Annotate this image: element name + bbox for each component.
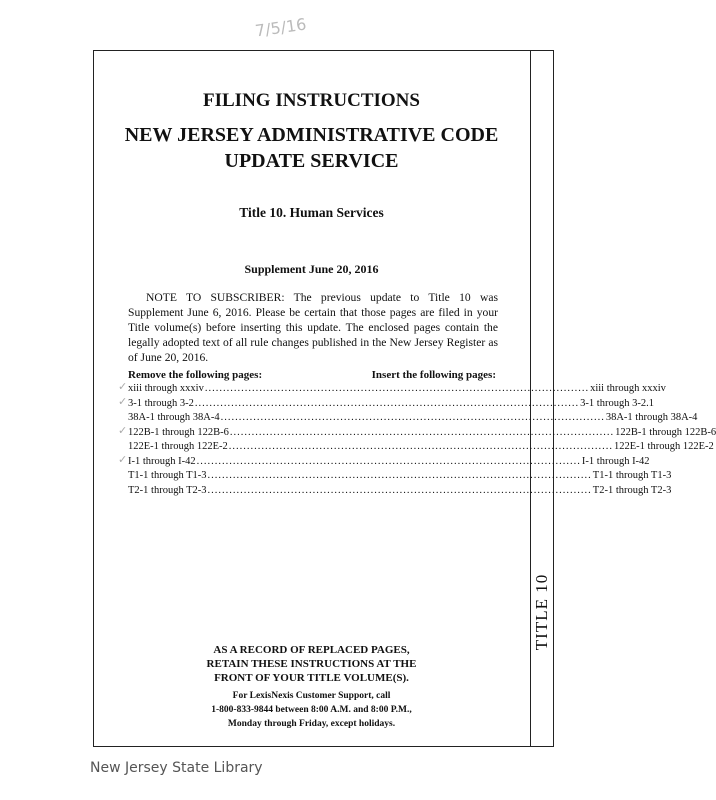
list-item xyxy=(128,426,716,442)
insert-pages: 38A-1 through 38A-4 xyxy=(605,412,698,423)
title-tab-label: TITLE 10 xyxy=(532,573,551,651)
remove-pages: 3-1 through 3-2 xyxy=(128,397,194,409)
remove-pages: 38A-1 through 38A-4 xyxy=(128,412,220,423)
supplement-date: Supplement June 20, 2016 xyxy=(244,262,379,276)
subscriber-note: NOTE TO SUBSCRIBER: The previous update to Title 10 was Supplement June 6, 2016. Please be certain that those pages are filed in your Title volume(s) before inserting this update. The enclosed pages contain the legally adopted text of all rule changes published in the New Jersey Register as of June 20, 2016. xyxy=(128,291,498,364)
record-notice-line-2: RETAIN THESE INSTRUCTIONS AT THE xyxy=(206,658,417,670)
page-list xyxy=(128,383,716,499)
record-notice-line-3: FRONT OF YOUR TITLE VOLUME(S). xyxy=(214,672,409,684)
support-line-1: For LexisNexis Customer Support, call xyxy=(232,691,391,701)
remove-pages: 122E-1 through 122E-2 xyxy=(128,441,228,452)
support-line-3: Monday through Friday, except holidays. xyxy=(227,719,396,729)
remove-pages: T1-1 through T1-3 xyxy=(128,470,207,481)
leader-dots: .......................................................................................................... xyxy=(228,441,613,452)
title-line: Title 10. Human Services xyxy=(239,205,384,220)
list-item xyxy=(128,484,672,500)
list-item xyxy=(128,441,714,456)
leader-dots: .......................................................................................................... xyxy=(207,484,592,496)
handwritten-date-note: 7/5/16 xyxy=(253,14,308,41)
handwritten-check-mark: ✓ xyxy=(118,396,128,408)
leader-dots: .......................................................................................................... xyxy=(229,426,615,438)
insert-pages: I-1 through I-42 xyxy=(581,455,650,467)
list-item xyxy=(128,412,698,427)
handwritten-check-mark: ✓ xyxy=(118,381,128,393)
support-line-2: 1-800-833-9844 between 8:00 A.M. and 8:00 P.M., xyxy=(211,705,412,715)
leader-dots: .......................................................................................................... xyxy=(194,397,580,409)
insert-pages: 122E-1 through 122E-2 xyxy=(614,441,714,452)
insert-pages: xiii through xxxiv xyxy=(590,383,666,394)
remove-pages: xiii through xxxiv xyxy=(128,383,204,394)
document-title: FILING INSTRUCTIONS xyxy=(203,90,420,111)
list-item xyxy=(128,383,666,398)
handwritten-check-mark: ✓ xyxy=(118,454,128,466)
remove-column-header: Remove the following pages: xyxy=(128,369,263,381)
leader-dots: .......................................................................................................... xyxy=(220,412,605,423)
insert-pages: 122B-1 through 122B-6 xyxy=(615,426,716,438)
remove-pages: 122B-1 through 122B-6 xyxy=(128,426,229,438)
handwritten-check-mark: ✓ xyxy=(118,425,128,437)
insert-pages: T2-1 through T2-3 xyxy=(592,484,672,496)
record-notice-line-1: AS A RECORD OF REPLACED PAGES, xyxy=(213,644,410,656)
list-item xyxy=(128,470,672,485)
leader-dots: .......................................................................................................... xyxy=(196,455,581,467)
leader-dots: .......................................................................................................... xyxy=(204,383,590,394)
insert-pages: T1-1 through T1-3 xyxy=(592,470,672,481)
list-item xyxy=(128,397,654,413)
leader-dots: .......................................................................................................... xyxy=(207,470,592,481)
library-stamp: New Jersey State Library xyxy=(90,760,263,776)
code-title: NEW JERSEY ADMINISTRATIVE CODE xyxy=(124,124,499,146)
remove-pages: T2-1 through T2-3 xyxy=(128,484,207,496)
list-item xyxy=(128,455,650,471)
insert-pages: 3-1 through 3-2.1 xyxy=(580,397,654,409)
insert-column-header: Insert the following pages: xyxy=(371,369,496,381)
service-title: UPDATE SERVICE xyxy=(224,150,399,172)
remove-pages: I-1 through I-42 xyxy=(128,455,196,467)
